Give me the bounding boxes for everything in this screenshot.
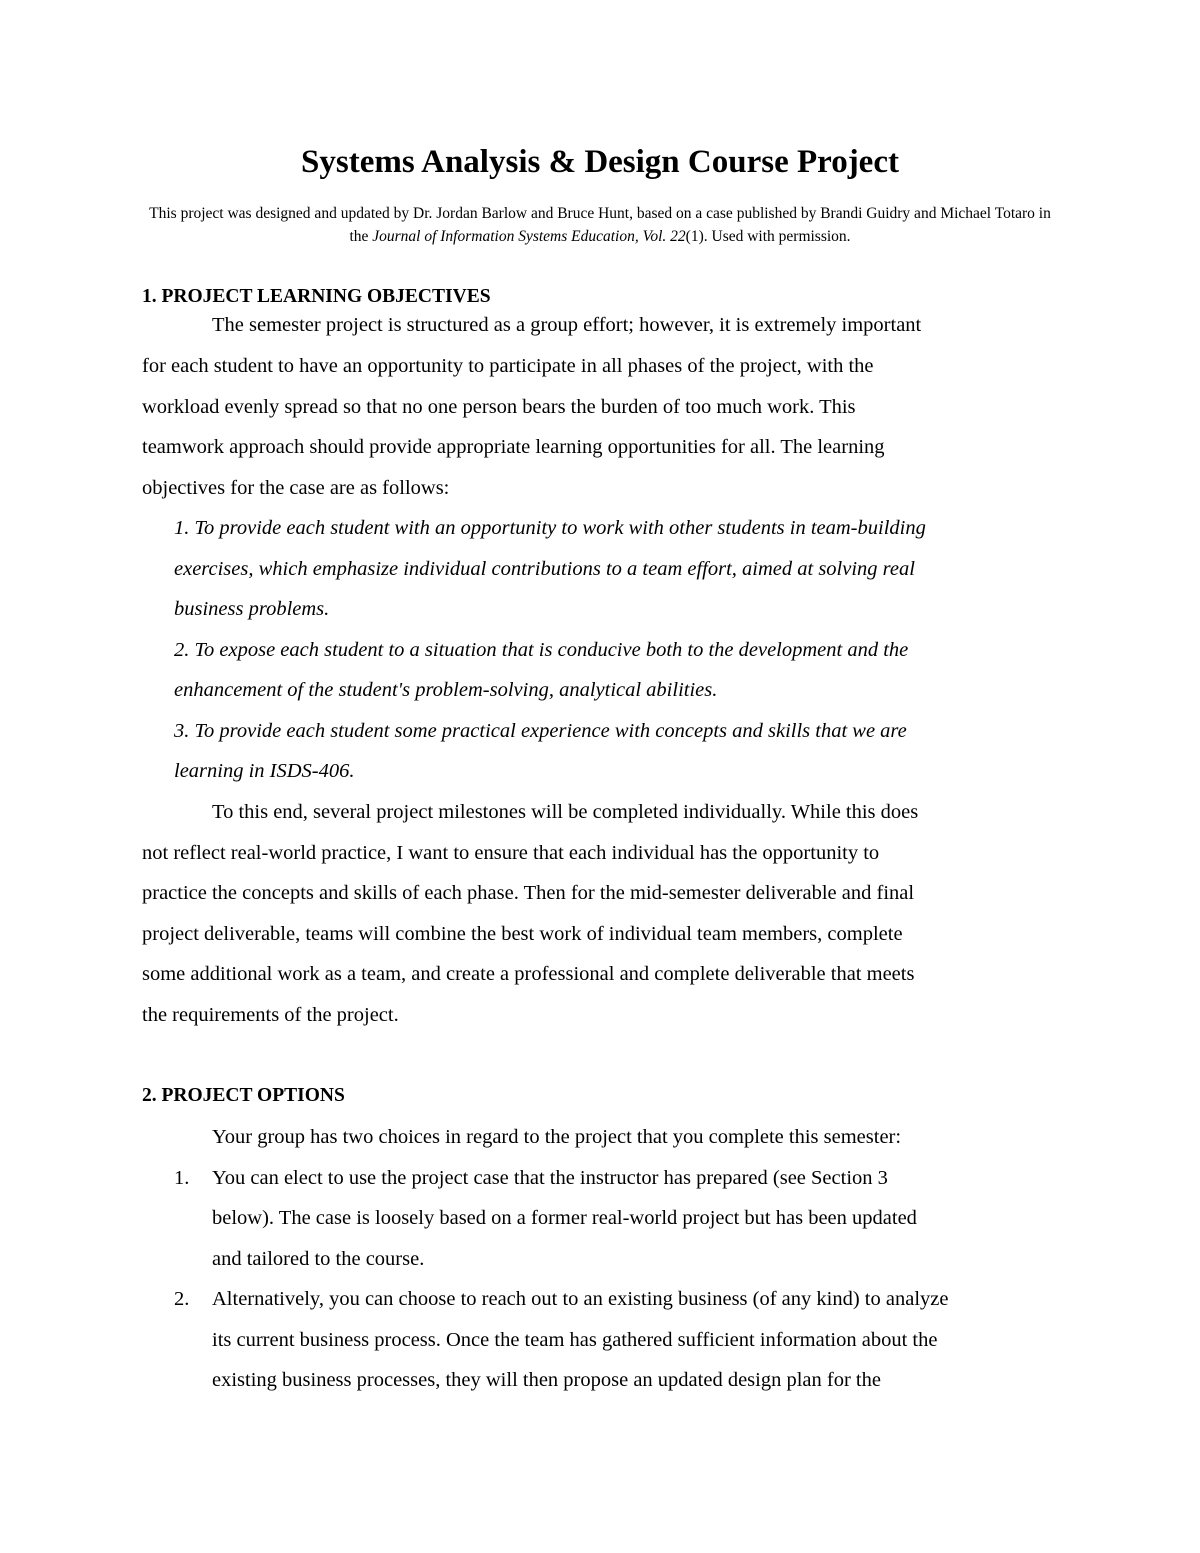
list-item-line: existing business processes, they will then propose an updated design plan for the [212, 1369, 881, 1391]
attribution-text: This project was designed and updated by Dr. Jordan Barlow and Bruce Hunt, based on a case published by Brandi Guidry and Michael Totaro in the [149, 205, 1051, 245]
list-item-line: its current business process. Once the team has gathered sufficient information about the [212, 1329, 938, 1351]
objective-line: 3. To provide each student some practical experience with concepts and skills that we are [174, 720, 907, 742]
list-number: 2. [174, 1288, 190, 1310]
list-item-line: below). The case is loosely based on a former real-world project but has been updated [212, 1207, 917, 1229]
paragraph-line: objectives for the case are as follows: [142, 477, 450, 499]
paragraph-line: The semester project is structured as a group effort; however, it is extremely important [212, 314, 922, 336]
paragraph-line: for each student to have an opportunity to participate in all phases of the project, with the [142, 355, 874, 377]
objective-line: exercises, which emphasize individual contributions to a team effort, aimed at solving real [174, 558, 915, 580]
paragraph-line: To this end, several project milestones will be completed individually. While this does [212, 801, 919, 823]
objective-line: learning in ISDS-406. [174, 760, 355, 782]
paragraph-line: practice the concepts and skills of each phase. Then for the mid-semester deliverable and final [142, 882, 915, 904]
list-item-line: You can elect to use the project case that the instructor has prepared (see Section 3 [212, 1167, 888, 1189]
journal-name: Journal of Information Systems Education, Vol. 22 [372, 228, 686, 245]
document-title: Systems Analysis & Design Course Project [301, 144, 899, 180]
paragraph-line: workload evenly spread so that no one person bears the burden of too much work. This [142, 396, 856, 418]
list-item-line: Alternatively, you can choose to reach out to an existing business (of any kind) to analyze [212, 1288, 949, 1310]
list-number: 1. [174, 1167, 190, 1189]
paragraph-line: not reflect real-world practice, I want to ensure that each individual has the opportunity to [142, 842, 880, 864]
paragraph-line: teamwork approach should provide appropriate learning opportunities for all. The learning [142, 436, 885, 458]
paragraph-line: some additional work as a team, and create a professional and complete deliverable that meets [142, 963, 915, 985]
paragraph-line: project deliverable, teams will combine the best work of individual team members, complete [142, 923, 903, 945]
attribution-note [140, 202, 1060, 248]
section-2-heading: 2. PROJECT OPTIONS [142, 1085, 345, 1106]
paragraph-line: Your group has two choices in regard to the project that you complete this semester: [212, 1126, 902, 1148]
objective-line: 2. To expose each student to a situation that is conducive both to the development and the [174, 639, 909, 661]
objective-line: enhancement of the student's problem-solving, analytical abilities. [174, 679, 718, 701]
objective-line: 1. To provide each student with an opportunity to work with other students in team-building [174, 517, 926, 539]
objective-line: business problems. [174, 598, 330, 620]
paragraph-line: the requirements of the project. [142, 1004, 399, 1026]
attribution-permission: (1). Used with permission. [685, 228, 851, 245]
section-1-heading: 1. PROJECT LEARNING OBJECTIVES [142, 286, 491, 307]
list-item-line: and tailored to the course. [212, 1248, 425, 1270]
